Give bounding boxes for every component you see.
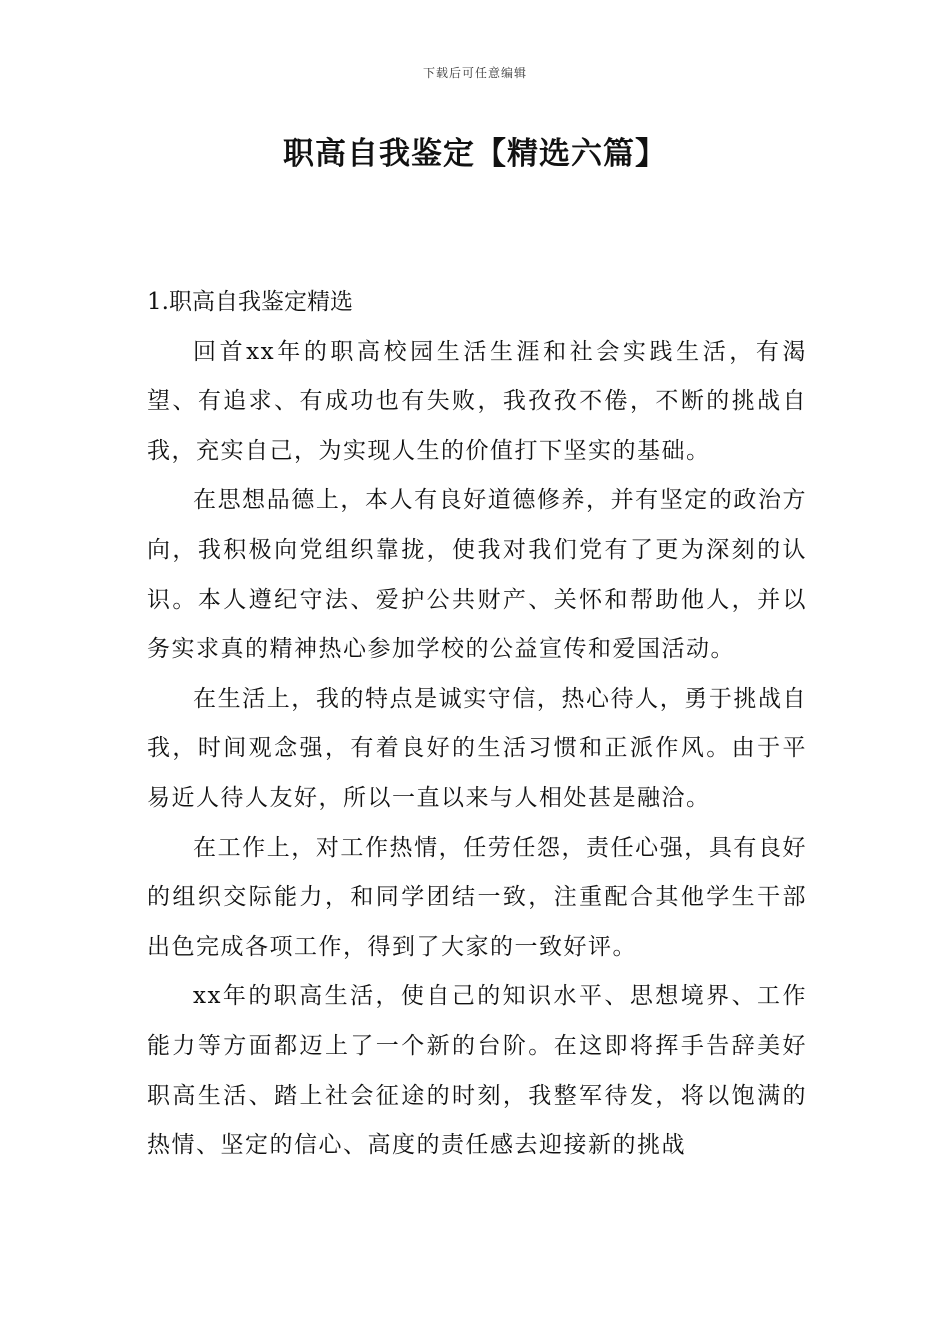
paragraph: xx年的职高生活，使自己的知识水平、思想境界、工作能力等方面都迈上了一个新的台阶。在这即将挥手告辞美好职高生活、踏上社会征途的时刻，我整军待发，将以饱满的热情、坚定的信心、高度的责任感去迎接新的挑战 [147,983,807,1159]
paragraph: 在生活上，我的特点是诚实守信，热心待人，勇于挑战自我，时间观念强，有着良好的生活习惯和正派作风。由于平易近人待人友好，所以一直以来与人相处甚是融洽。 [147,685,807,811]
paragraph: 在思想品德上，本人有良好道德修养，并有坚定的政治方向，我积极向党组织靠拢，使我对我们党有了更为深刻的认识。本人遵纪守法、爱护公共财产、关怀和帮助他人，并以务实求真的精神热心参加学校的公益宣传和爱国活动。 [147,487,807,663]
paragraph: 回首xx年的职高校园生活生涯和社会实践生活，有渴望、有追求、有成功也有失败，我孜孜不倦，不断的挑战自我，充实自己，为实现人生的价值打下坚实的基础。 [147,338,807,464]
document-body [147,278,807,1171]
header-note: 下载后可任意编辑 [422,66,527,80]
document-title: 职高自我鉴定【精选六篇】 [283,136,667,172]
section-heading: 1.职高自我鉴定精选 [147,289,353,315]
paragraph: 在工作上，对工作热情，任劳任怨，责任心强，具有良好的组织交际能力，和同学团结一致，注重配合其他学生干部出色完成各项工作，得到了大家的一致好评。 [147,834,807,960]
